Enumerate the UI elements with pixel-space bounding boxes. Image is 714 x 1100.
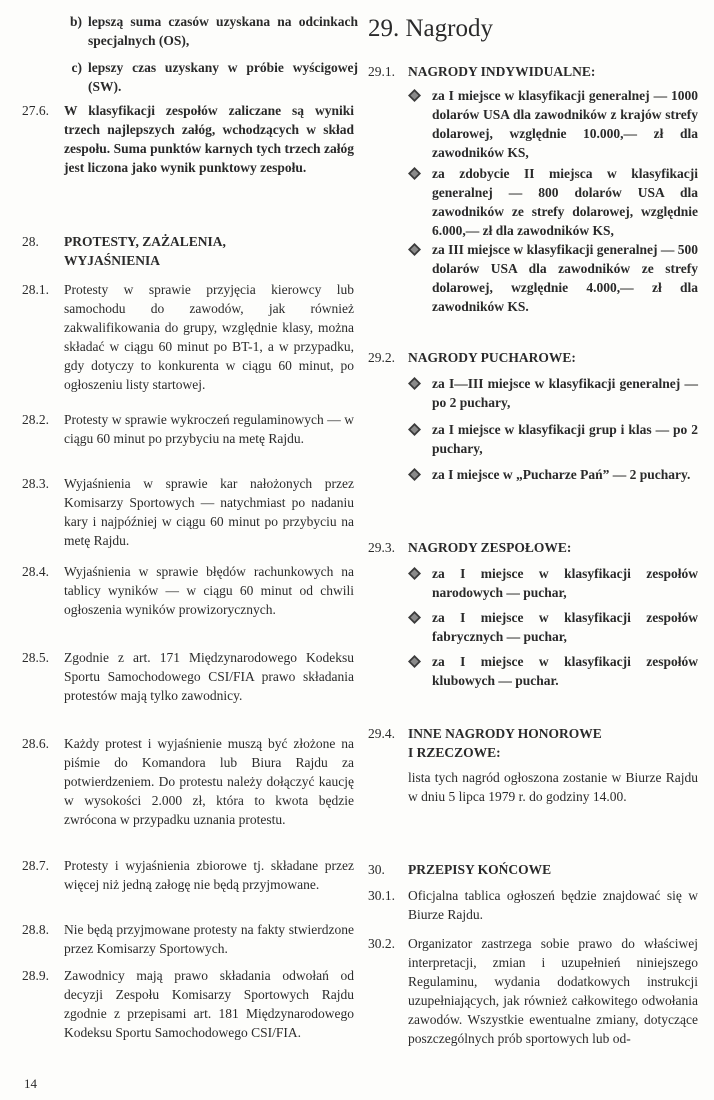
diamond-bullet-icon	[408, 567, 422, 580]
diamond-bullet-icon	[408, 655, 422, 668]
section-29-1-heading	[368, 62, 698, 81]
item-label: c)	[71, 60, 82, 75]
paragraph-number: 28.6.	[22, 736, 49, 751]
paragraph-text: Każdy protest i wyjaśnienie muszą być złożone na piśmie do Komandora lub Biura Rajdu za potwierdzeniem. Do protestu należy dołączyć kaucję w wysokości 2.000 zł, która to kwota będzie zwrócona w przypadku uznania protestu.	[64, 736, 354, 827]
paragraph-28-3	[22, 474, 358, 550]
prize-text: za I miejsce w „Pucharze Pań” — 2 puchary.	[432, 467, 691, 482]
prize-item	[408, 86, 698, 162]
prize-item	[408, 465, 698, 484]
prize-item	[408, 564, 698, 602]
section-number: 29.1.	[368, 64, 395, 79]
paragraph-28-9	[22, 966, 358, 1042]
paragraph-30-2	[368, 934, 698, 1048]
paragraph-28-4	[22, 562, 358, 619]
section-number: 30.	[368, 862, 385, 877]
paragraph-29-4	[408, 768, 698, 806]
paragraph-28-1	[22, 280, 358, 394]
prize-text: za I miejsce w klasyfikacji zespołów narodowych — puchar,	[432, 566, 698, 600]
paragraph-number: 28.4.	[22, 564, 49, 579]
list-item-c	[56, 58, 358, 96]
paragraph-text: Protesty i wyjaśnienia zbiorowe tj. składane przez więcej niż jedną załogę nie będą przyjmowane.	[64, 858, 354, 892]
paragraph-number: 28.1.	[22, 282, 49, 297]
diamond-bullet-icon	[408, 167, 422, 180]
item-label: b)	[69, 14, 82, 29]
prize-text: za zdobycie II miejsca w klasyfikacji generalnej — 800 dolarów USA dla zawodników ze strefy dolarowej, względnie 6.000,— zł dla zawodników KS,	[432, 166, 698, 238]
section-29-2-heading	[368, 348, 698, 367]
prize-item	[408, 420, 698, 458]
section-title	[408, 724, 602, 762]
diamond-bullet-icon	[408, 423, 422, 436]
paragraph-text: Organizator zastrzega sobie prawo do właściwej interpretacji, zmian i uzupełnień niniejszego Regulaminu, wydania dodatkowych instrukcji uzupełniających, jak również całkowitego odwołania zawodów. Wszystkie ewentualne zmiany, dotyczące poszczególnych prób sportowych lub od-	[408, 936, 698, 1046]
paragraph-number: 28.8.	[22, 922, 49, 937]
prize-item	[408, 240, 698, 316]
section-title: PRZEPISY KOŃCOWE	[408, 862, 552, 877]
section-title-line-1: INNE NAGRODY HONOROWE	[408, 726, 602, 741]
prize-text: za III miejsce w klasyfikacji generalnej — 500 dolarów USA dla zawodników ze strefy dolarowej, względnie 4.000,— zł dla zawodników KS.	[432, 242, 698, 314]
prize-item	[408, 652, 698, 690]
paragraph-text: Wyjaśnienia w sprawie kar nałożonych przez Komisarzy Sportowych — natychmiast po nadaniu kary i najpóźniej w ciągu 60 minut po przybyciu na metę Rajdu.	[64, 476, 354, 548]
item-text: lepszą suma czasów uzyskana na odcinkach specjalnych (OS),	[88, 14, 358, 48]
prize-text: za I miejsce w klasyfikacji zespołów klubowych — puchar.	[432, 654, 698, 688]
paragraph-text: Zgodnie z art. 171 Międzynarodowego Kodeksu Sportu Samochodowego CSI/FIA prawo składania protestów mają tylko zawodnicy.	[64, 650, 354, 703]
paragraph-number: 28.5.	[22, 650, 49, 665]
prize-text: za I miejsce w klasyfikacji grup i klas — po 2 puchary,	[432, 422, 698, 456]
paragraph-number: 30.1.	[368, 888, 395, 903]
section-title: NAGRODY INDYWIDUALNE:	[408, 64, 596, 79]
diamond-bullet-icon	[408, 243, 422, 256]
paragraph-text: Protesty w sprawie wykroczeń regulaminowych — w ciągu 60 minut po przybyciu na metę Rajdu.	[64, 412, 354, 446]
paragraph-28-5	[22, 648, 358, 705]
paragraph-text: Wyjaśnienia w sprawie błędów rachunkowych na tablicy wyników — w ciągu 60 minut od chwili ogłoszenia wyników prowizorycznych.	[64, 564, 354, 617]
list-item-b	[56, 12, 358, 50]
paragraph-text: W klasyfikacji zespołów zaliczane są wyniki trzech najlepszych załóg, wchodzących w skład zespołu. Suma punktów karnych tych trzech załóg jest liczona jako wynik punktowy zespołu.	[64, 103, 354, 175]
paragraph-30-1	[368, 886, 698, 924]
paragraph-number: 30.2.	[368, 936, 395, 951]
diamond-bullet-icon	[408, 468, 422, 481]
paragraph-number: 27.6.	[22, 103, 49, 118]
section-28-heading	[22, 232, 358, 270]
prize-item	[408, 164, 698, 240]
paragraph-text: lista tych nagród ogłoszona zostanie w Biurze Rajdu w dniu 5 lipca 1979 r. do godziny 14.00.	[408, 770, 698, 804]
section-29-4-heading	[368, 724, 698, 762]
section-title: NAGRODY ZESPOŁOWE:	[408, 540, 572, 555]
prize-text: za I—III miejsce w klasyfikacji generalnej — po 2 puchary,	[432, 376, 698, 410]
section-number: 29.3.	[368, 540, 395, 555]
section-title: NAGRODY PUCHAROWE:	[408, 350, 576, 365]
section-title-line-2: I RZECZOWE:	[408, 745, 501, 760]
prize-text: za I miejsce w klasyfikacji generalnej — 1000 dolarów USA dla zawodników z krajów strefy dolarowej, względnie 10.000,— zł dla zawodników KS,	[432, 88, 698, 160]
section-number: 28.	[22, 234, 39, 249]
diamond-bullet-icon	[408, 89, 422, 102]
diamond-bullet-icon	[408, 611, 422, 624]
prize-item	[408, 374, 698, 412]
paragraph-number: 28.9.	[22, 968, 49, 983]
section-title: PROTESTY, ZAŻALENIA, WYJAŚNIENIA	[64, 234, 226, 268]
section-number: 29.4.	[368, 726, 395, 741]
paragraph-text: Protesty w sprawie przyjęcia kierowcy lub samochodu do zawodów, jak również zakwalifikowania do grupy, względnie klasy, można składać w ciągu 60 minut po BT-1, a w przypadku, gdy dotyczy to konkurenta w ciągu 60 minut, po ogłoszeniu listy startowej.	[64, 282, 354, 392]
prize-text: za I miejsce w klasyfikacji zespołów fabrycznych — puchar,	[432, 610, 698, 644]
paragraph-text: Nie będą przyjmowane protesty na fakty stwierdzone przez Komisarzy Sportowych.	[64, 922, 354, 956]
page-number: 14	[24, 1076, 37, 1091]
paragraph-text: Zawodnicy mają prawo składania odwołań od decyzji Zespołu Komisarzy Sportowych Rajdu zgodnie z przepisami art. 181 Międzynarodowego Kodeksu Sportu Samochodowego CSI/FIA.	[64, 968, 354, 1040]
section-30-heading	[368, 860, 698, 879]
paragraph-number: 28.3.	[22, 476, 49, 491]
paragraph-number: 28.2.	[22, 412, 49, 427]
section-29-3-heading	[368, 538, 698, 557]
diamond-bullet-icon	[408, 377, 422, 390]
paragraph-27-6	[22, 101, 358, 177]
paragraph-28-6	[22, 734, 358, 829]
paragraph-28-7	[22, 856, 358, 894]
section-number: 29.2.	[368, 350, 395, 365]
paragraph-text: Oficjalna tablica ogłoszeń będzie znajdować się w Biurze Rajdu.	[408, 888, 698, 922]
chapter-title: 29. Nagrody	[368, 15, 493, 42]
paragraph-number: 28.7.	[22, 858, 49, 873]
paragraph-28-2	[22, 410, 358, 448]
item-text: lepszy czas uzyskany w próbie wyścigowej (SW).	[88, 60, 358, 94]
paragraph-28-8	[22, 920, 358, 958]
prize-item	[408, 608, 698, 646]
